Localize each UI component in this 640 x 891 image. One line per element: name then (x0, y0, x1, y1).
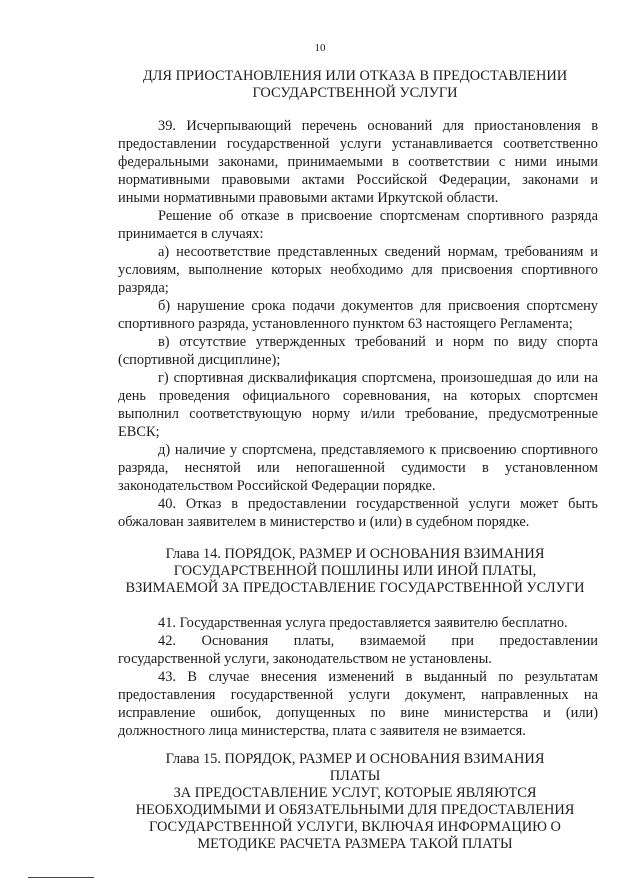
paragraph-43 (118, 668, 598, 740)
text-line: а) несоответствие представленных сведений нормам, требованиям и (158, 244, 598, 260)
text-line: день проведения официального соревнования, на которых спортсмен (118, 388, 598, 404)
text-line: д) наличие у спортсмена, представляемого к присвоению спортивного (158, 442, 598, 458)
chapter-14-heading (105, 546, 605, 597)
text-line: спортивного разряда, установленного пунктом 63 настоящего Регламента; (118, 316, 573, 332)
text-line: в) отсутствие утвержденных требований и норм по виду спорта (158, 334, 598, 350)
text-line: предоставлении государственной услуги устанавливается соответственно (118, 136, 598, 152)
text-line: 39. Исчерпывающий перечень оснований для приостановления в (158, 118, 598, 134)
paragraph-39 (118, 117, 598, 207)
heading-line: ГОСУДАРСТВЕННОЙ УСЛУГИ, ВКЛЮЧАЯ ИНФОРМАЦИЮ О (149, 819, 561, 835)
heading-line: ПЛАТЫ (329, 768, 381, 784)
list-item-g (118, 369, 598, 441)
text-line: 40. Отказ в предоставлении государственной услуги может быть (158, 496, 598, 512)
heading-line: Глава 15. ПОРЯДОК, РАЗМЕР И ОСНОВАНИЯ ВЗИМАНИЯ (165, 751, 545, 767)
text-line: 42. Основания платы, взимаемой при предоставлении (158, 633, 598, 649)
footer-rule (28, 877, 94, 878)
list-item-d (118, 441, 598, 495)
text-line: (спортивной дисциплине); (118, 352, 281, 368)
text-line: федеральными законами, принимаемыми в соответствии с ними иными (118, 154, 598, 170)
heading-line: ЗА ПРЕДОСТАВЛЕНИЕ УСЛУГ, КОТОРЫЕ ЯВЛЯЮТСЯ (173, 785, 537, 801)
text-line: условиям, выполнение которых необходимо для присвоения спортивного (118, 262, 598, 278)
text-line: государственной услуги, законодательством не установлены. (118, 651, 492, 667)
text-line: исправление ошибок, допущенных по вине министерства и (или) (118, 705, 598, 721)
text-line: 41. Государственная услуга предоставляется заявителю бесплатно. (158, 615, 568, 631)
text-line: законодательством Российской Федерации порядке. (118, 478, 436, 494)
text-line: ЕВСК; (118, 424, 160, 440)
text-line: иными нормативными правовыми актами Иркутской области. (118, 190, 499, 206)
text-line: должностного лица министерства, плата с заявителя не взимается. (118, 723, 526, 739)
text-line: предоставления государственной услуги документ, направленных на (118, 687, 598, 703)
text-line: выполнил соответствующую норму и/или требование, предусмотренные (118, 406, 598, 422)
section-heading (120, 68, 590, 102)
text-line: принимается в случаях: (118, 226, 264, 242)
list-item-v (118, 333, 598, 369)
paragraph-41 (118, 614, 598, 632)
text-line: нормативными правовыми актами Российской Федерации, законами и (118, 172, 598, 188)
text-line: разряда, неснятой или непогашенной судимости в установленном (118, 460, 598, 476)
heading-line: ГОСУДАРСТВЕННОЙ ПОШЛИНЫ ИЛИ ИНОЙ ПЛАТЫ, (173, 563, 537, 579)
text-line: обжалован заявителем в министерство и (или) в судебном порядке. (118, 514, 530, 530)
heading-line: Глава 14. ПОРЯДОК, РАЗМЕР И ОСНОВАНИЯ ВЗИМАНИЯ (165, 546, 545, 562)
paragraph-42 (118, 632, 598, 668)
text-line: Решение об отказе в присвоение спортсменам спортивного разряда (158, 208, 598, 224)
paragraph-decision (118, 207, 598, 243)
page-number: 10 (314, 42, 326, 54)
text-line: б) нарушение срока подачи документов для присвоения спортсмену (158, 298, 598, 314)
text-line: 43. В случае внесения изменений в выданный по результатам (158, 669, 598, 685)
list-item-b (118, 297, 598, 333)
text-line: разряда; (118, 280, 169, 296)
text-line: г) спортивная дисквалификация спортсмена, произошедшая до или на (158, 370, 598, 386)
heading-line: НЕОБХОДИМЫМИ И ОБЯЗАТЕЛЬНЫМИ ДЛЯ ПРЕДОСТАВЛЕНИЯ (135, 802, 575, 818)
chapter-15-heading (105, 751, 605, 853)
heading-line: ВЗИМАЕМОЙ ЗА ПРЕДОСТАВЛЕНИЕ ГОСУДАРСТВЕННОЙ УСЛУГИ (125, 580, 585, 596)
heading-line: ДЛЯ ПРИОСТАНОВЛЕНИЯ ИЛИ ОТКАЗА В ПРЕДОСТАВЛЕНИИ (142, 68, 568, 84)
heading-line: МЕТОДИКЕ РАСЧЕТА РАЗМЕРА ТАКОЙ ПЛАТЫ (197, 836, 513, 852)
heading-line: ГОСУДАРСТВЕННОЙ УСЛУГИ (252, 85, 458, 101)
paragraph-40 (118, 495, 598, 531)
list-item-a (118, 243, 598, 297)
